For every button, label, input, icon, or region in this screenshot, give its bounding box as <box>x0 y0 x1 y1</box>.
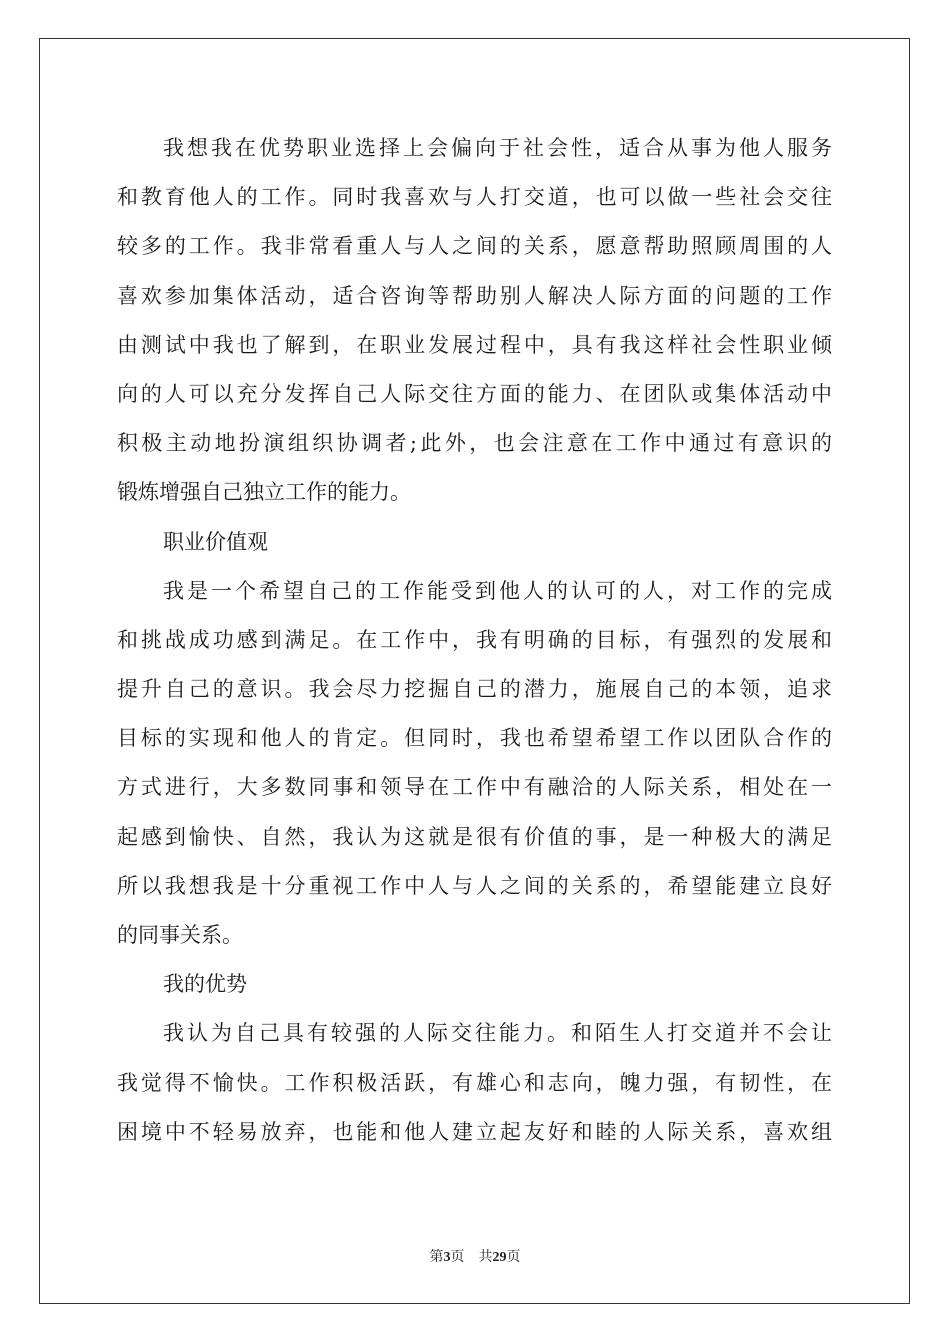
text-line: 积极主动地扮演组织协调者;此外，也会注意在工作中通过有意识的 <box>117 431 832 456</box>
text-line: 起感到愉快、自然，我认为这就是很有价值的事，是一种极大的满足 <box>117 824 832 849</box>
text-line: 和教育他人的工作。同时我喜欢与人打交道，也可以做一些社会交往 <box>117 185 832 210</box>
section-heading: 职业价值观 <box>163 529 268 554</box>
paragraph-3 <box>117 1009 832 1157</box>
text-line: 我觉得不愉快。工作积极活跃，有雄心和志向，魄力强，有韧性，在 <box>117 1070 832 1095</box>
page-suffix: 页 <box>450 1249 465 1265</box>
text-line: 提升自己的意识。我会尽力挖掘自己的潜力，施展自己的本领，追求 <box>117 677 832 702</box>
total-suffix: 页 <box>506 1249 521 1265</box>
text-line: 所以我想我是十分重视工作中人与人之间的关系的，希望能建立良好 <box>117 873 832 898</box>
text-line: 我是一个希望自己的工作能受到他人的认可的人，对工作的完成 <box>163 578 832 603</box>
text-line: 方式进行，大多数同事和领导在工作中有融洽的人际关系，相处在一 <box>117 775 832 800</box>
section-heading: 我的优势 <box>163 972 247 997</box>
text-line: 锻炼增强自己独立工作的能力。 <box>117 480 411 505</box>
text-line: 我认为自己具有较强的人际交往能力。和陌生人打交道并不会让 <box>163 1021 832 1046</box>
page-number: 3 <box>443 1250 451 1265</box>
text-line: 由测试中我也了解到，在职业发展过程中，具有我这样社会性职业倾 <box>117 332 832 357</box>
text-line: 的同事关系。 <box>117 923 243 947</box>
text-line: 向的人可以充分发挥自己人际交往方面的能力、在团队或集体活动中 <box>117 381 832 406</box>
document-body <box>117 124 832 1157</box>
paragraph-1 <box>117 124 832 518</box>
total-pages: 29 <box>492 1250 507 1265</box>
text-line: 我想我在优势职业选择上会偏向于社会性，适合从事为他人服务 <box>163 136 832 160</box>
text-line: 喜欢参加集体活动，适合咨询等帮助别人解决人际方面的问题的工作 <box>117 283 832 308</box>
text-line: 较多的工作。我非常看重人与人之间的关系，愿意帮助照顾周围的人 <box>117 234 832 259</box>
total-prefix: 共 <box>478 1249 493 1265</box>
page-prefix: 第 <box>429 1249 444 1265</box>
paragraph-2 <box>117 567 832 961</box>
page-footer <box>0 1246 950 1266</box>
text-line: 困境中不轻易放弃，也能和他人建立起友好和睦的人际关系，喜欢组 <box>117 1119 832 1144</box>
text-line: 和挑战成功感到满足。在工作中，我有明确的目标，有强烈的发展和 <box>117 627 832 652</box>
text-line: 目标的实现和他人的肯定。但同时，我也希望希望工作以团队合作的 <box>117 726 832 751</box>
